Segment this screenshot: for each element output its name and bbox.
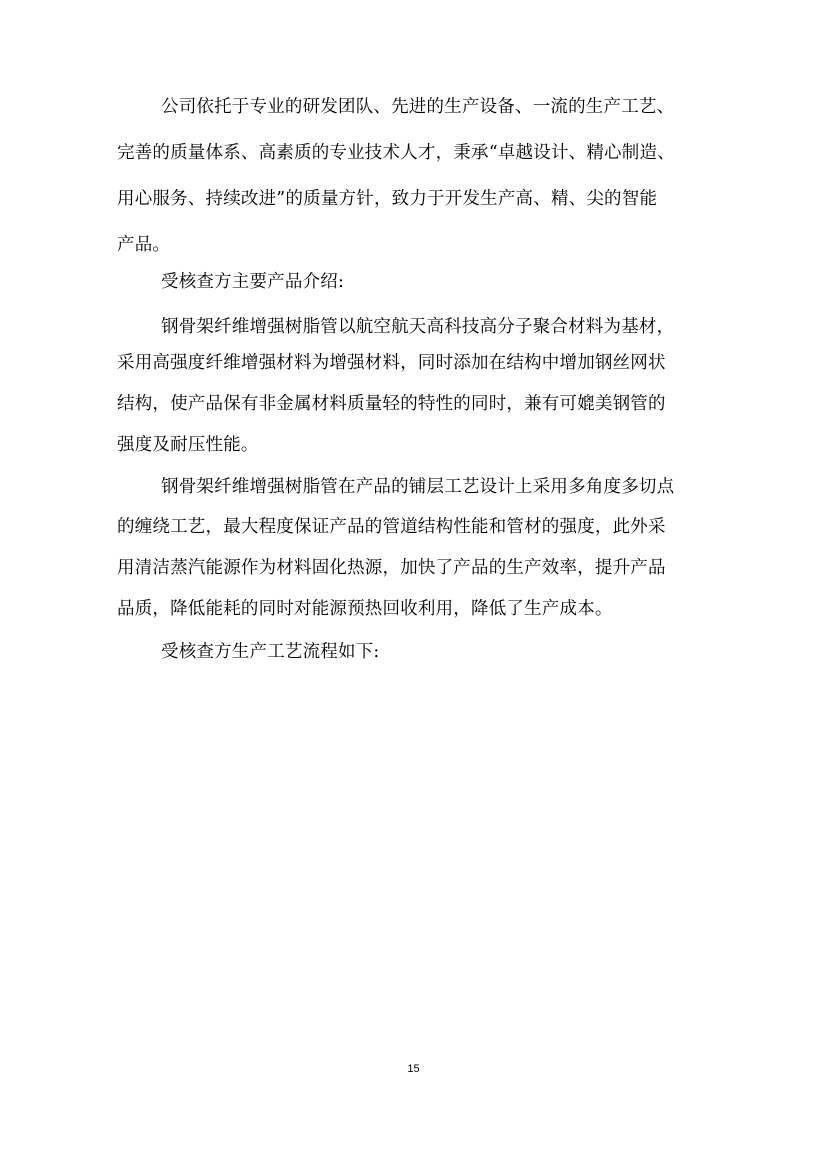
paragraph-3-line-1: 钢骨架纤维增强树脂管以航空航天高科技高分子聚合材料为基材， (161, 317, 675, 337)
paragraph-2-line-1: 受核查方主要产品介绍: (161, 272, 345, 292)
paragraph-3-line-4: 强度及耐压性能。 (117, 435, 259, 455)
paragraph-4-line-1: 钢骨架纤维增强树脂管在产品的铺层工艺设计上采用多角度多切点 (161, 477, 675, 497)
paragraph-4-line-2: 的缠绕工艺，最大程度保证产品的管道结构性能和管材的强度，此外采 (117, 517, 666, 537)
paragraph-4-line-4: 品质，降低能耗的同时对能源预热回收利用，降低了生产成本。 (117, 599, 613, 619)
paragraph-1-line-2: 完善的质量体系、高素质的专业技术人才，秉承“卓越设计、精心制造、 (117, 143, 675, 163)
paragraph-1-line-4: 产品。 (117, 235, 171, 255)
paragraph-1-line-1: 公司依托于专业的研发团队、先进的生产设备、一流的生产工艺、 (161, 97, 675, 117)
paragraph-3-line-3: 结构，使产品保有非金属材料质量轻的特性的同时，兼有可媲美钢管的 (117, 394, 666, 414)
paragraph-5-line-1: 受核查方生产工艺流程如下: (161, 642, 380, 662)
page-number: 15 (407, 1063, 420, 1075)
paragraph-3-line-2: 采用高强度纤维增强材料为增强材料，同时添加在结构中增加钢丝网状 (117, 353, 666, 373)
paragraph-4-line-3: 用清洁蒸汽能源作为材料固化热源，加快了产品的生产效率，提升产品 (117, 558, 666, 578)
paragraph-1-line-3: 用心服务、持续改进”的质量方针，致力于开发生产高、精、尖的智能 (117, 189, 658, 209)
